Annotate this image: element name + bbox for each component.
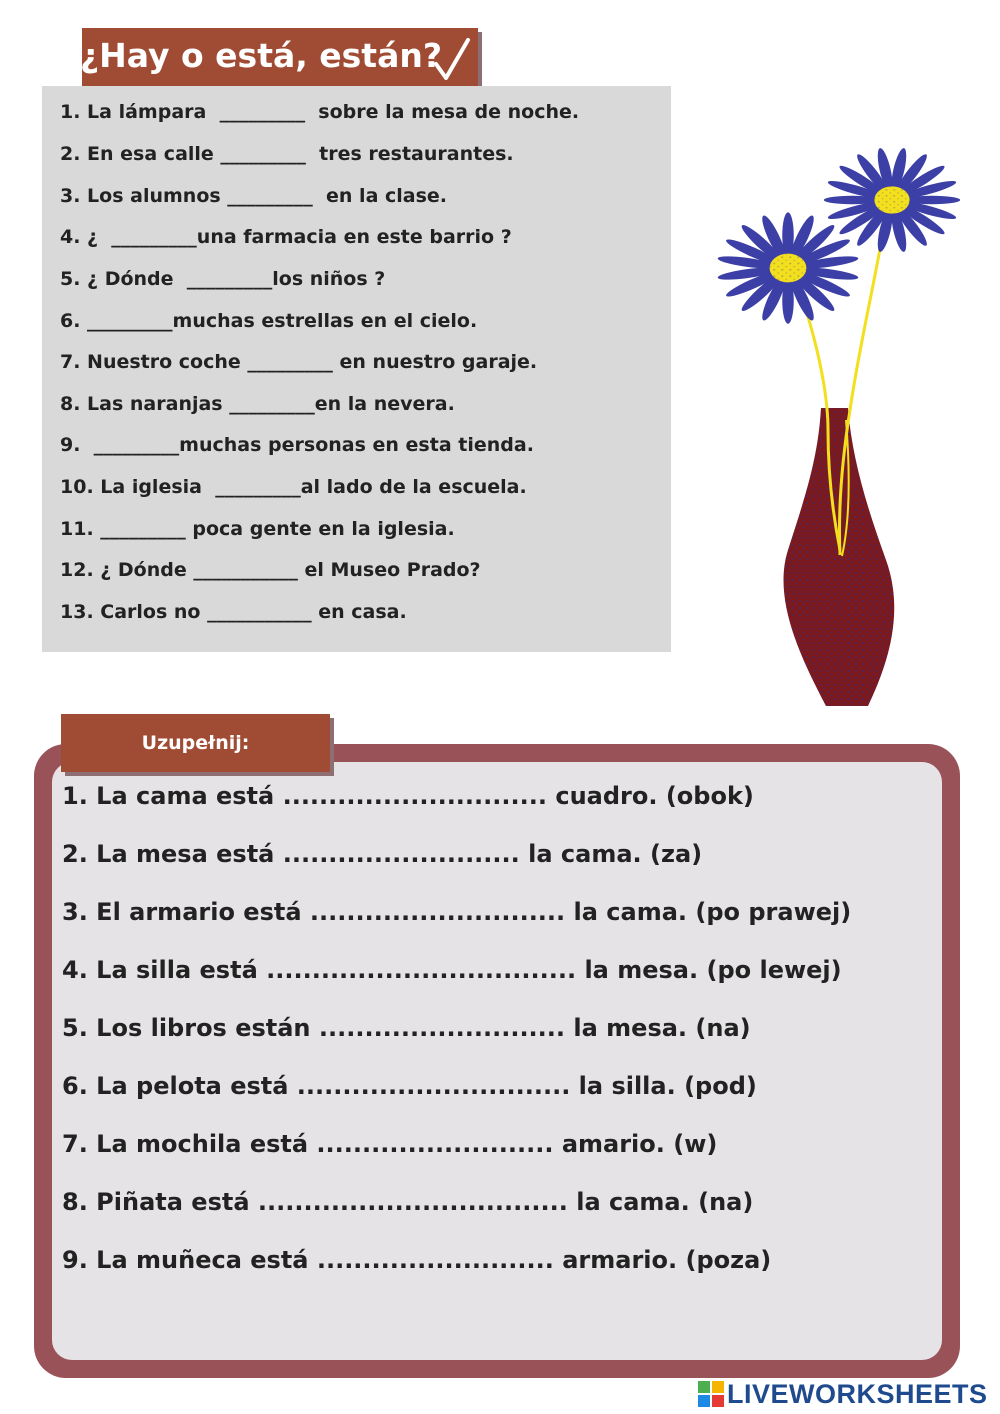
exercise-2-item: 3. El armario está ............................ la cama. (po prawej)	[62, 898, 852, 926]
exercise-1-item: 13. Carlos no ___________ en casa.	[60, 601, 407, 623]
exercise-2-item: 6. La pelota está .............................. la silla. (pod)	[62, 1072, 757, 1100]
exercise-2-item: 1. La cama está ............................. cuadro. (obok)	[62, 782, 754, 810]
exercise-2-item: 2. La mesa está .......................... la cama. (za)	[62, 840, 703, 868]
exercise-1-item: 5. ¿ Dónde _________los niños ?	[60, 268, 386, 290]
exercise-1-item: 7. Nuestro coche _________ en nuestro garaje.	[60, 351, 538, 373]
liveworksheets-brand[interactable]	[698, 1379, 988, 1409]
exercise-2-item: 7. La mochila está .......................... amario. (w)	[62, 1130, 718, 1158]
exercise-1-item: 12. ¿ Dónde ___________ el Museo Prado?	[60, 559, 481, 581]
checkmark-icon	[430, 34, 474, 86]
exercise-1-item: 2. En esa calle _________ tres restaurantes.	[60, 143, 514, 165]
exercise-1-item: 10. La iglesia _________al lado de la escuela.	[60, 476, 527, 498]
liveworksheets-logo-icon	[698, 1381, 724, 1407]
exercise-2-item: 4. La silla está .................................. la mesa. (po lewej)	[62, 956, 842, 984]
worksheet-title: ¿Hay o está, están?	[80, 36, 442, 75]
exercise-1-item: 9. _________muchas personas en esta tienda.	[60, 434, 534, 456]
exercise-2-label: Uzupełnij:	[61, 714, 330, 772]
exercise-1-item: 4. ¿ _________una farmacia en este barrio ?	[60, 226, 512, 248]
exercise-2-item: 8. Piñata está .................................. la cama. (na)	[62, 1188, 754, 1216]
exercise-1-item: 3. Los alumnos _________ en la clase.	[60, 185, 448, 207]
exercise-1-item: 1. La lámpara _________ sobre la mesa de noche.	[60, 101, 580, 123]
exercise-1-item: 8. Las naranjas _________en la nevera.	[60, 393, 455, 415]
exercise-1-item: 11. _________ poca gente en la iglesia.	[60, 518, 455, 540]
exercise-2-item: 9. La muñeca está .......................... armario. (poza)	[62, 1246, 772, 1274]
brand-text: LIVEWORKSHEETS	[727, 1378, 988, 1409]
exercise-1-item: 6. _________muchas estrellas en el cielo.	[60, 310, 478, 332]
exercise-2-item: 5. Los libros están ........................... la mesa. (na)	[62, 1014, 751, 1042]
vase-with-flowers-illustration	[700, 130, 990, 720]
flower-right	[824, 147, 960, 252]
flower-left	[717, 212, 859, 324]
